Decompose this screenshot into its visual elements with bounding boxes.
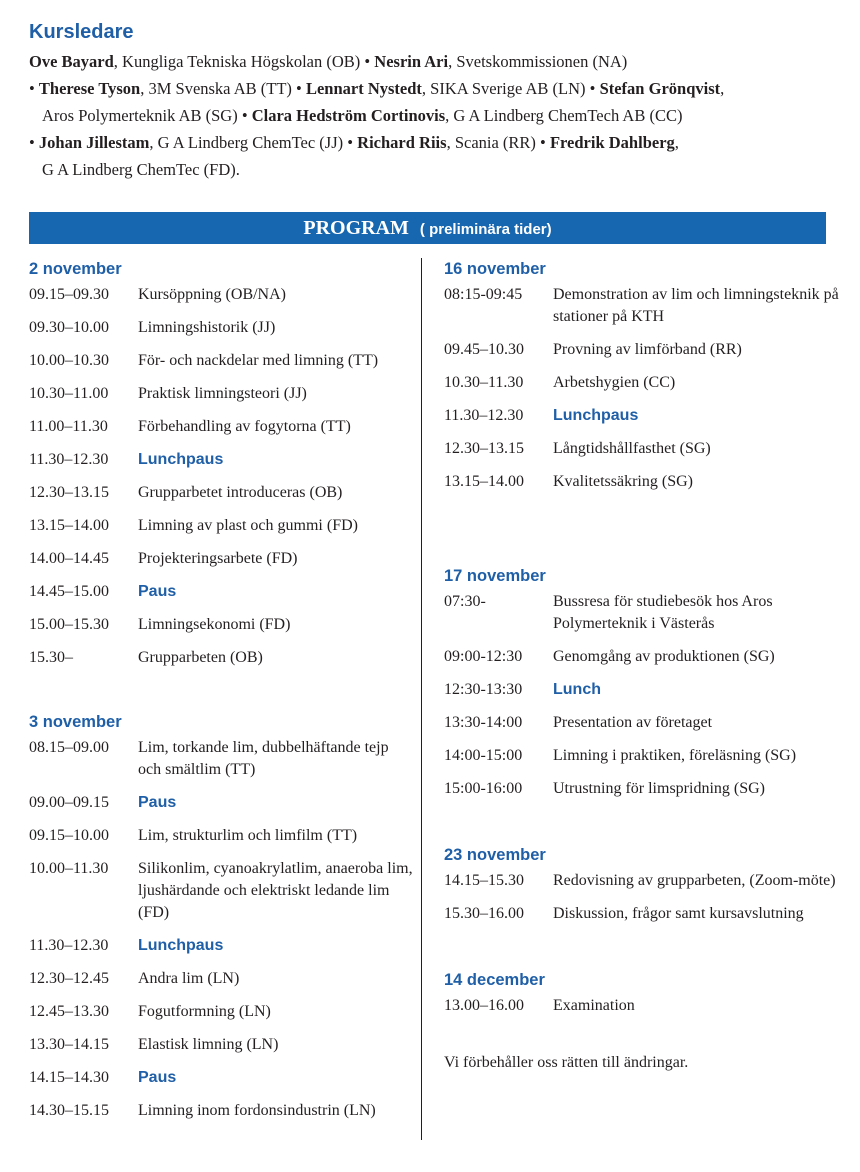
session-title: Presentation av företaget bbox=[553, 714, 713, 731]
break-label: Lunchpaus bbox=[138, 937, 224, 954]
schedule-row bbox=[29, 737, 414, 781]
schedule-row bbox=[29, 416, 414, 438]
schedule-row bbox=[444, 339, 839, 361]
session-title: Bussresa för studiebesök hos Aros Polymerteknik i Västerås bbox=[553, 593, 773, 632]
session-time: 14.15–15.30 bbox=[444, 872, 524, 889]
session-time: 13.00–16.00 bbox=[444, 997, 524, 1014]
session-time: 13.15–14.00 bbox=[444, 473, 524, 490]
schedule-row bbox=[444, 591, 839, 635]
session-time: 13:30-14:00 bbox=[444, 714, 523, 731]
course-leaders-line bbox=[29, 129, 839, 156]
leader-name: Johan Jillestam bbox=[38, 133, 150, 152]
session-time: 15.30– bbox=[29, 649, 73, 666]
schedule-row bbox=[444, 903, 839, 925]
schedule-break-row bbox=[444, 405, 839, 427]
session-time: 15:00-16:00 bbox=[444, 780, 523, 797]
leader-name: Ove Bayard bbox=[29, 52, 114, 71]
leader-affiliation: , G A Lindberg ChemTec (JJ) • bbox=[149, 133, 358, 152]
session-time: 07:30- bbox=[444, 593, 486, 610]
session-title: Diskussion, frågor samt kursavslutning bbox=[553, 905, 804, 922]
schedule-row bbox=[29, 647, 414, 669]
session-title: Lim, torkande lim, dubbelhäftande tejp och smältlim (TT) bbox=[138, 739, 389, 778]
session-time: 11.30–12.30 bbox=[444, 407, 524, 424]
session-title: Limning i praktiken, föreläsning (SG) bbox=[553, 747, 797, 764]
schedule-row bbox=[29, 858, 414, 924]
program-title: PROGRAM bbox=[303, 217, 409, 239]
session-title: Praktisk limningsteori (JJ) bbox=[138, 385, 307, 402]
schedule-row bbox=[444, 471, 839, 493]
course-leaders-line bbox=[29, 102, 839, 129]
session-title: Fogutformning (LN) bbox=[138, 1003, 271, 1020]
session-time: 10.30–11.30 bbox=[444, 374, 524, 391]
schedule-row bbox=[29, 284, 414, 306]
program-subtitle: ( preliminära tider) bbox=[419, 221, 552, 238]
schedule-break-row bbox=[444, 679, 839, 701]
session-time: 09:00-12:30 bbox=[444, 648, 523, 665]
session-time: 12.30–13.15 bbox=[444, 440, 524, 457]
course-leaders-section bbox=[29, 20, 839, 183]
session-time: 09.45–10.30 bbox=[444, 341, 524, 358]
schedule-row bbox=[29, 1034, 414, 1056]
break-label: Lunch bbox=[553, 681, 601, 698]
session-title: Limningshistorik (JJ) bbox=[138, 319, 276, 336]
session-time: 10.00–10.30 bbox=[29, 352, 109, 369]
leader-affiliation: , G A Lindberg ChemTech AB (CC) bbox=[445, 106, 683, 125]
session-time: 12.45–13.30 bbox=[29, 1003, 109, 1020]
course-leaders-list bbox=[29, 48, 839, 183]
schedule-break-row bbox=[29, 792, 414, 814]
schedule-row bbox=[29, 317, 414, 339]
session-title: Demonstration av lim och limningsteknik på stationer på KTH bbox=[553, 286, 839, 325]
schedule-row bbox=[444, 870, 839, 892]
session-title: Grupparbeten (OB) bbox=[138, 649, 263, 666]
session-time: 12.30–12.45 bbox=[29, 970, 109, 987]
schedule-left-column bbox=[29, 258, 414, 1122]
leader-name: Clara Hedström Cortinovis bbox=[251, 106, 446, 125]
day-heading: 2 november bbox=[29, 260, 122, 278]
session-title: Lim, strukturlim och limfilm (TT) bbox=[138, 827, 358, 844]
break-label: Lunchpaus bbox=[553, 407, 639, 424]
day-heading: 14 december bbox=[444, 971, 545, 989]
schedule-break-row bbox=[29, 581, 414, 603]
schedule-row bbox=[29, 614, 414, 636]
schedule-row bbox=[29, 825, 414, 847]
leader-affiliation: , bbox=[674, 133, 679, 152]
session-title: Redovisning av grupparbeten, (Zoom-möte) bbox=[553, 872, 836, 889]
session-title: Elastisk limning (LN) bbox=[138, 1036, 279, 1053]
session-title: Kursöppning (OB/NA) bbox=[138, 286, 286, 303]
session-time: 13.15–14.00 bbox=[29, 517, 109, 534]
session-title: Projekteringsarbete (FD) bbox=[138, 550, 298, 567]
session-title: Långtidshållfasthet (SG) bbox=[553, 440, 711, 457]
schedule-row bbox=[444, 745, 839, 767]
session-title: Silikonlim, cyanoakrylatlim, anaeroba lim, ljushärdande och elektriskt ledande lim (FD) bbox=[138, 860, 413, 921]
session-title: Förbehandling av fogytorna (TT) bbox=[138, 418, 351, 435]
session-time: 09.00–09.15 bbox=[29, 794, 109, 811]
schedule-row bbox=[29, 968, 414, 990]
session-time: 11.30–12.30 bbox=[29, 937, 109, 954]
column-divider bbox=[421, 258, 422, 1140]
leader-affiliation: • bbox=[29, 133, 39, 152]
session-title: Grupparbetet introduceras (OB) bbox=[138, 484, 343, 501]
session-time: 10.00–11.30 bbox=[29, 860, 109, 877]
session-title: Utrustning för limspridning (SG) bbox=[553, 780, 765, 797]
session-time: 14:00-15:00 bbox=[444, 747, 523, 764]
session-time: 14.00–14.45 bbox=[29, 550, 109, 567]
leader-affiliation: , bbox=[720, 79, 725, 98]
session-time: 12.30–13.15 bbox=[29, 484, 109, 501]
day-heading: 23 november bbox=[444, 846, 546, 864]
schedule-break-row bbox=[29, 935, 414, 957]
course-leaders-line bbox=[29, 75, 839, 102]
leader-affiliation: , SIKA Sverige AB (LN) • bbox=[421, 79, 600, 98]
leader-name: Therese Tyson bbox=[38, 79, 141, 98]
schedule-row bbox=[29, 1100, 414, 1122]
break-label: Paus bbox=[138, 1069, 177, 1086]
session-time: 14.45–15.00 bbox=[29, 583, 109, 600]
course-leaders-line bbox=[29, 48, 839, 75]
leader-name: Lennart Nystedt bbox=[305, 79, 422, 98]
schedule-right-column bbox=[444, 258, 839, 1074]
break-label: Lunchpaus bbox=[138, 451, 224, 468]
leader-affiliation: , Scania (RR) • bbox=[446, 133, 550, 152]
session-time: 09.15–09.30 bbox=[29, 286, 109, 303]
schedule-row bbox=[29, 482, 414, 504]
session-time: 13.30–14.15 bbox=[29, 1036, 109, 1053]
course-leaders-heading: Kursledare bbox=[29, 21, 134, 43]
schedule-row bbox=[444, 284, 839, 328]
session-time: 14.30–15.15 bbox=[29, 1102, 109, 1119]
schedule-row bbox=[29, 548, 414, 570]
session-title: Limning inom fordonsindustrin (LN) bbox=[138, 1102, 376, 1119]
session-time: 09.30–10.00 bbox=[29, 319, 109, 336]
schedule-row bbox=[444, 372, 839, 394]
schedule-row bbox=[29, 515, 414, 537]
session-title: Limning av plast och gummi (FD) bbox=[138, 517, 358, 534]
break-label: Paus bbox=[138, 583, 177, 600]
disclaimer-note: Vi förbehåller oss rätten till ändringar. bbox=[444, 1054, 689, 1071]
schedule-row bbox=[29, 383, 414, 405]
leader-name: Stefan Grönqvist bbox=[599, 79, 721, 98]
leader-name: Fredrik Dahlberg bbox=[549, 133, 675, 152]
session-title: Arbetshygien (CC) bbox=[553, 374, 676, 391]
schedule-row bbox=[29, 350, 414, 372]
session-time: 15.00–15.30 bbox=[29, 616, 109, 633]
session-title: Provning av limförband (RR) bbox=[553, 341, 742, 358]
schedule-row bbox=[444, 995, 839, 1017]
session-time: 11.30–12.30 bbox=[29, 451, 109, 468]
session-time: 12:30-13:30 bbox=[444, 681, 523, 698]
leader-affiliation: , Svetskommissionen (NA) bbox=[448, 52, 628, 71]
schedule-row bbox=[29, 1001, 414, 1023]
session-title: Kvalitetssäkring (SG) bbox=[553, 473, 693, 490]
break-label: Paus bbox=[138, 794, 177, 811]
leader-affiliation: , 3M Svenska AB (TT) • bbox=[140, 79, 306, 98]
session-title: Andra lim (LN) bbox=[138, 970, 240, 987]
day-heading: 3 november bbox=[29, 713, 122, 731]
leader-affiliation: G A Lindberg ChemTec (FD). bbox=[42, 160, 240, 179]
schedule-row bbox=[444, 646, 839, 668]
session-title: Genomgång av produktionen (SG) bbox=[553, 648, 775, 665]
session-time: 09.15–10.00 bbox=[29, 827, 109, 844]
day-heading: 17 november bbox=[444, 567, 546, 585]
session-title: Limningsekonomi (FD) bbox=[138, 616, 291, 633]
schedule-row bbox=[444, 438, 839, 460]
leader-name: Nesrin Ari bbox=[374, 52, 449, 71]
session-title: Examination bbox=[553, 997, 635, 1014]
schedule-row bbox=[444, 712, 839, 734]
leader-affiliation: , Kungliga Tekniska Högskolan (OB) • bbox=[113, 52, 375, 71]
leader-affiliation: Aros Polymerteknik AB (SG) • bbox=[42, 106, 252, 125]
session-time: 14.15–14.30 bbox=[29, 1069, 109, 1086]
leader-name: Richard Riis bbox=[357, 133, 447, 152]
schedule-break-row bbox=[29, 1067, 414, 1089]
session-time: 15.30–16.00 bbox=[444, 905, 524, 922]
session-title: För- och nackdelar med limning (TT) bbox=[138, 352, 379, 369]
day-heading: 16 november bbox=[444, 260, 546, 278]
program-banner bbox=[29, 212, 826, 244]
session-time: 10.30–11.00 bbox=[29, 385, 109, 402]
leader-affiliation: • bbox=[29, 79, 39, 98]
course-leaders-line bbox=[29, 156, 839, 183]
session-time: 11.00–11.30 bbox=[29, 418, 108, 435]
session-time: 08.15–09.00 bbox=[29, 739, 109, 756]
schedule-break-row bbox=[29, 449, 414, 471]
session-time: 08:15-09:45 bbox=[444, 286, 523, 303]
schedule-row bbox=[444, 778, 839, 800]
